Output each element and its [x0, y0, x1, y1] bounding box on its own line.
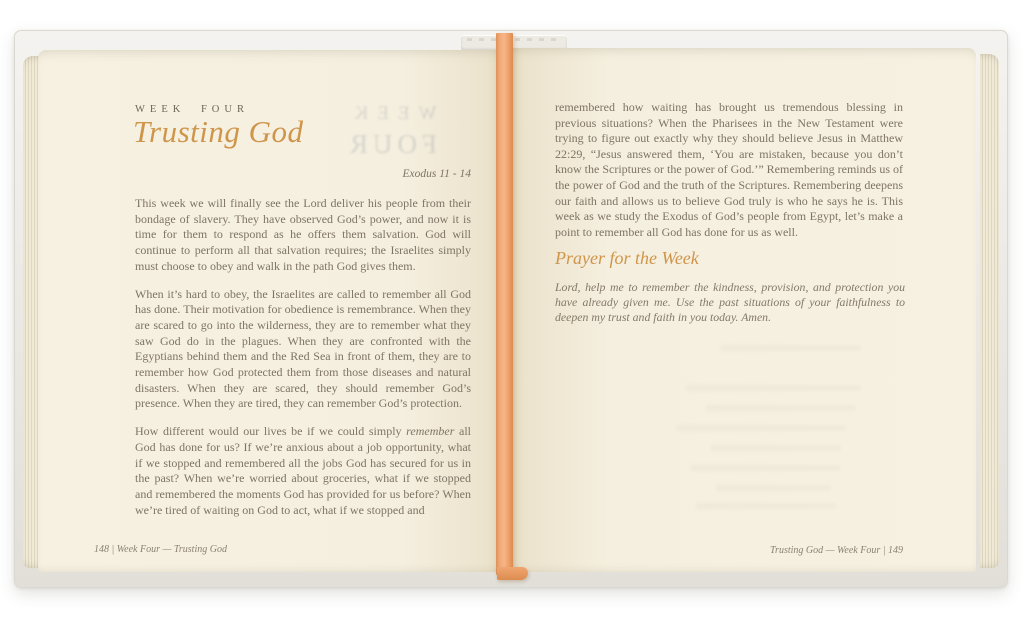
show-through-smudge	[676, 425, 846, 431]
right-page-footer: Trusting God — Week Four | 149	[770, 545, 903, 556]
paragraph-text: How different would our lives be if we could simply	[135, 424, 407, 439]
right-page	[506, 48, 976, 572]
prayer-text: Lord, help me to remember the kindness, provision, and protection you have already given me. Use the past situations of your faithfulness to deepen my trust and faith in you today. Amen.	[555, 280, 905, 325]
show-through-smudge	[706, 405, 856, 411]
paragraph	[135, 424, 471, 518]
page-edges-right	[980, 54, 999, 568]
ribbon-bookmark-tail	[497, 567, 528, 580]
show-through-smudge	[711, 445, 841, 451]
show-through-text	[326, 103, 456, 160]
show-through-line: WEEK	[345, 103, 437, 124]
right-page-body	[555, 100, 903, 240]
paragraph-text: all God has done for us? If we’re anxious about a job opportunity, what if we stopped and remembered all the jobs God has secured for us in the past? When we’re worried about groceries, what if we stopped and remembered the moments God has provided for us before? When we’re tired of waiting on God to act, what if we stopped and	[135, 424, 471, 517]
open-book	[14, 30, 1008, 588]
show-through-smudge	[691, 465, 841, 471]
show-through-smudge	[696, 503, 836, 509]
show-through-smudge	[686, 385, 861, 391]
show-through-smudge	[716, 485, 831, 491]
left-page-footer: 148 | Week Four — Trusting God	[94, 544, 227, 555]
paragraph: This week we will finally see the Lord deliver his people from their bondage of slavery. They have observed God’s power, and now it is time for them to respond as he offers them salvation. God will continue to perform all that salvation requires; the Israelites simply must choose to obey and walk in the path God gives them.	[135, 196, 471, 273]
ribbon-bookmark	[496, 33, 513, 575]
chapter-title: Trusting God	[133, 114, 304, 149]
left-page	[38, 50, 506, 572]
show-through-line: FOUR	[344, 129, 438, 159]
show-through-smudge	[721, 345, 861, 351]
week-kicker: WEEK FOUR	[135, 104, 249, 115]
scripture-reference: Exodus 11 - 14	[402, 168, 471, 180]
emphasized-word: remember	[406, 424, 455, 439]
paragraph: When it’s hard to obey, the Israelites are called to remember all God has done. Their motivation for obedience is remembrance. When they are scared to go into the wilderness, they are to remember what they saw God do in the plagues. When they are confronted with the Egyptians behind them and the Red Sea in front of them, they are to remember how God protected them from those diseases and natural disasters. When they are scared, they should remember God’s presence. When they are tired, they can remember God’s protection.	[135, 286, 471, 411]
paragraph: remembered how waiting has brought us tremendous blessing in previous situations? When the Pharisees in the New Testament were trying to figure out exactly why they should believe Jesus in Matthew 22:29, “Jesus answered them, ‘You are mistaken, because you don’t know the Scriptures or the power of God.’” Remembering reminds us of the power of God and the truth of the Scriptures. Remembering deepens our faith and allows us to believe God truly is who he says he is. This week as we study the Exodus of God’s people from Egypt, let’s make a point to remember all God has done for us as well.	[555, 100, 903, 239]
left-page-body	[135, 196, 471, 530]
prayer-heading: Prayer for the Week	[555, 248, 699, 268]
